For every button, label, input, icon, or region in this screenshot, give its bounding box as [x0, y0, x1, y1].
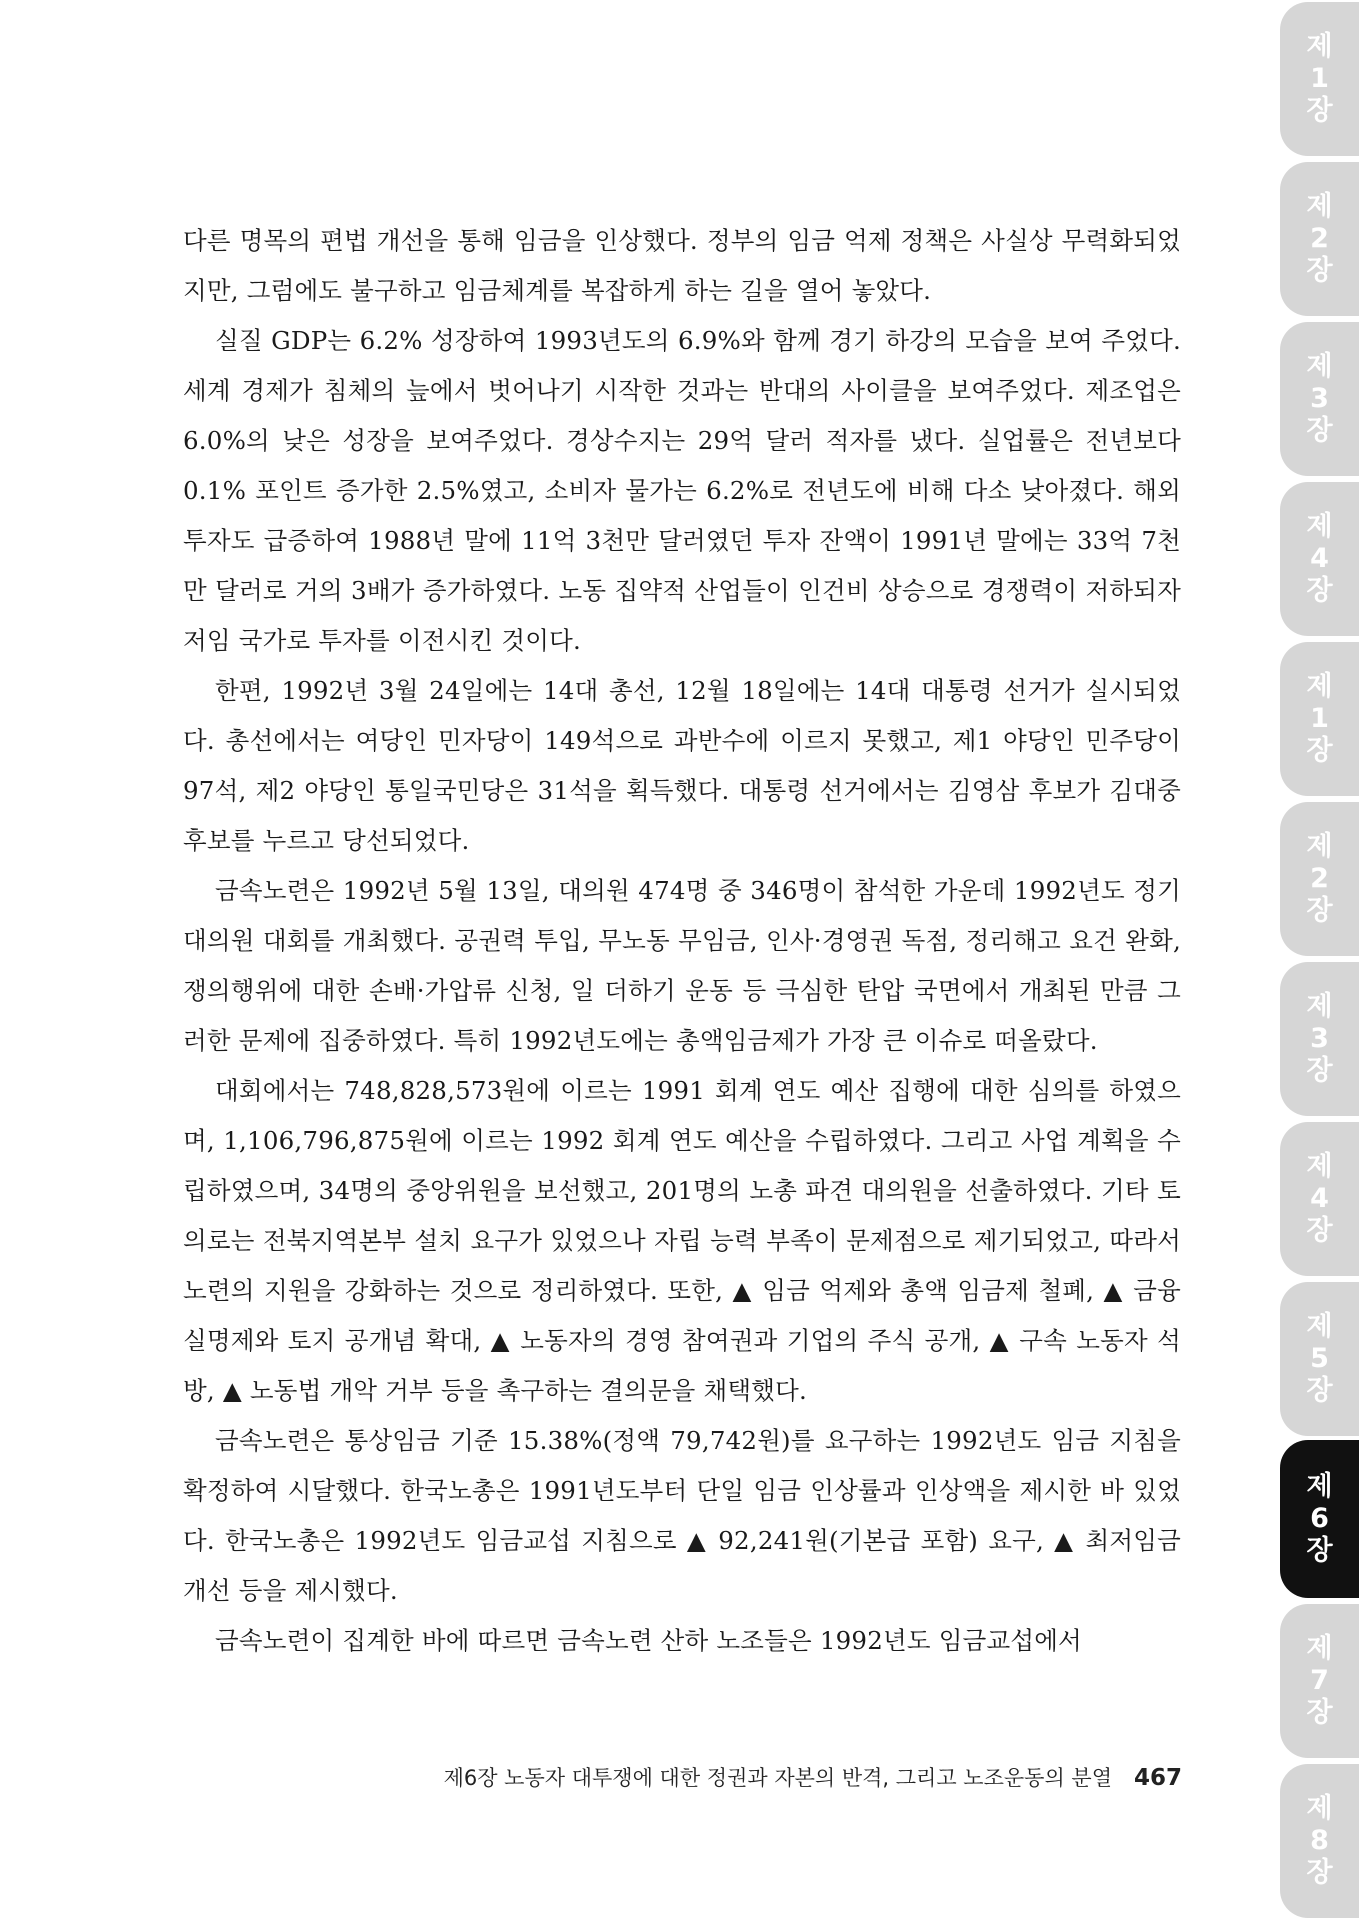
- tab-char: 4: [1310, 1183, 1329, 1214]
- chapter-tab[interactable]: [1280, 2, 1359, 156]
- chapter-tab-active[interactable]: [1280, 1440, 1359, 1598]
- tab-char: 장: [1306, 1535, 1333, 1566]
- tab-char: 제: [1306, 831, 1333, 862]
- chapter-tabs: [1280, 0, 1359, 1920]
- chapter-tab[interactable]: [1280, 482, 1359, 636]
- tab-char: 장: [1306, 1857, 1333, 1888]
- tab-char: 제: [1306, 1633, 1333, 1664]
- tab-char: 1: [1310, 703, 1329, 734]
- tab-char: 8: [1310, 1825, 1329, 1856]
- tab-char: 7: [1310, 1665, 1329, 1696]
- page-number: 467: [1133, 1765, 1182, 1791]
- tab-char: 제: [1306, 511, 1333, 542]
- tab-char: 장: [1306, 575, 1333, 606]
- tab-char: 제: [1306, 31, 1333, 62]
- tab-char: 장: [1306, 415, 1333, 446]
- paragraph: 금속노련이 집계한 바에 따르면 금속노련 산하 노조들은 1992년도 임금교섭에서: [215, 1626, 1082, 1655]
- tab-char: 장: [1306, 1055, 1333, 1086]
- paragraph: 금속노련은 통상임금 기준 15.38%(정액 79,742원)를 요구하는 1992년도 임금 지침을 확정하여 시달했다. 한국노총은 1991년도부터 단일 임금 인상률과 인상액을 제시한 바 있었다. 한국노총은 1992년도 임금교섭 지침으로 ▲ 92,241원(기본급 포함) 요구, ▲ 최저임금 개선 등을 제시했다.: [183, 1426, 1181, 1605]
- tab-char: 제: [1306, 991, 1333, 1022]
- tab-char: 제: [1306, 1151, 1333, 1182]
- tab-char: 제: [1306, 351, 1333, 382]
- tab-char: 4: [1310, 543, 1329, 574]
- paragraph: 다른 명목의 편법 개선을 통해 임금을 인상했다. 정부의 임금 억제 정책은 사실상 무력화되었지만, 그럼에도 불구하고 임금체계를 복잡하게 하는 길을 열어 놓았다.: [183, 226, 1181, 305]
- paragraph: 한편, 1992년 3월 24일에는 14대 총선, 12월 18일에는 14대 대통령 선거가 실시되었다. 총선에서는 여당인 민자당이 149석으로 과반수에 이르지 못했고, 제1 야당인 민주당이 97석, 제2 야당인 통일국민당은 31석을 획득했다. 대통령 선거에서는 김영삼 후보가 김대중 후보를 누르고 당선되었다.: [183, 676, 1181, 855]
- tab-char: 장: [1306, 895, 1333, 926]
- tab-char: 장: [1306, 1697, 1333, 1728]
- chapter-tab[interactable]: [1280, 162, 1359, 316]
- tab-char: 1: [1310, 63, 1329, 94]
- tab-char: 3: [1310, 383, 1329, 414]
- paragraph: 대회에서는 748,828,573원에 이르는 1991 회계 연도 예산 집행에 대한 심의를 하였으며, 1,106,796,875원에 이르는 1992 회계 연도 예산을 수립하였다. 그리고 사업 계획을 수립하였으며, 34명의 중앙위원을 보선했고, 201명의 노총 파견 대의원을 선출하였다. 기타 토의로는 전북지역본부 설치 요구가 있었으나 자립 능력 부족이 문제점으로 제기되었고, 따라서 노련의 지원을 강화하는 것으로 정리하였다. 또한, ▲ 임금 억제와 총액 임금제 철폐, ▲ 금융 실명제와 토지 공개념 확대, ▲ 노동자의 경영 참여권과 기업의 주식 공개, ▲ 구속 노동자 석방, ▲ 노동법 개악 거부 등을 촉구하는 결의문을 채택했다.: [183, 1076, 1181, 1405]
- tab-char: 6: [1310, 1503, 1329, 1534]
- chapter-tab[interactable]: [1280, 1604, 1359, 1758]
- running-title: 제6장 노동자 대투쟁에 대한 정권과 자본의 반격, 그리고 노조운동의 분열: [443, 1766, 1112, 1790]
- tab-char: 장: [1306, 735, 1333, 766]
- tab-char: 장: [1306, 1215, 1333, 1246]
- body-text: [183, 216, 1181, 1666]
- chapter-tab[interactable]: [1280, 1282, 1359, 1436]
- tab-char: 장: [1306, 1375, 1333, 1406]
- page-footer: [430, 1762, 1182, 1792]
- chapter-tab[interactable]: [1280, 1764, 1359, 1918]
- tab-char: 장: [1306, 95, 1333, 126]
- tab-char: 제: [1306, 1793, 1333, 1824]
- chapter-tab[interactable]: [1280, 802, 1359, 956]
- chapter-tab[interactable]: [1280, 1122, 1359, 1276]
- tab-char: 2: [1310, 863, 1329, 894]
- tab-char: 제: [1306, 1471, 1333, 1502]
- tab-char: 제: [1306, 671, 1333, 702]
- tab-char: 제: [1306, 191, 1333, 222]
- tab-char: 제: [1306, 1311, 1333, 1342]
- paragraph: 금속노련은 1992년 5월 13일, 대의원 474명 중 346명이 참석한 가운데 1992년도 정기대의원 대회를 개최했다. 공권력 투입, 무노동 무임금, 인사·경영권 독점, 정리해고 요건 완화, 쟁의행위에 대한 손배·가압류 신청, 일 더하기 운동 등 극심한 탄압 국면에서 개최된 만큼 그러한 문제에 집중하였다. 특히 1992년도에는 총액임금제가 가장 큰 이슈로 떠올랐다.: [183, 876, 1181, 1055]
- tab-char: 3: [1310, 1023, 1329, 1054]
- chapter-tab[interactable]: [1280, 322, 1359, 476]
- tab-char: 장: [1306, 255, 1333, 286]
- paragraph: 실질 GDP는 6.2% 성장하여 1993년도의 6.9%와 함께 경기 하강의 모습을 보여 주었다. 세계 경제가 침체의 늪에서 벗어나기 시작한 것과는 반대의 사이클을 보여주었다. 제조업은 6.0%의 낮은 성장을 보여주었다. 경상수지는 29억 달러 적자를 냈다. 실업률은 전년보다 0.1% 포인트 증가한 2.5%였고, 소비자 물가는 6.2%로 전년도에 비해 다소 낮아졌다. 해외 투자도 급증하여 1988년 말에 11억 3천만 달러였던 투자 잔액이 1991년 말에는 33억 7천만 달러로 거의 3배가 증가하였다. 노동 집약적 산업들이 인건비 상승으로 경쟁력이 저하되자 저임 국가로 투자를 이전시킨 것이다.: [183, 326, 1181, 655]
- chapter-tab[interactable]: [1280, 642, 1359, 796]
- tab-char: 2: [1310, 223, 1329, 254]
- tab-char: 5: [1310, 1343, 1329, 1374]
- chapter-tab[interactable]: [1280, 962, 1359, 1116]
